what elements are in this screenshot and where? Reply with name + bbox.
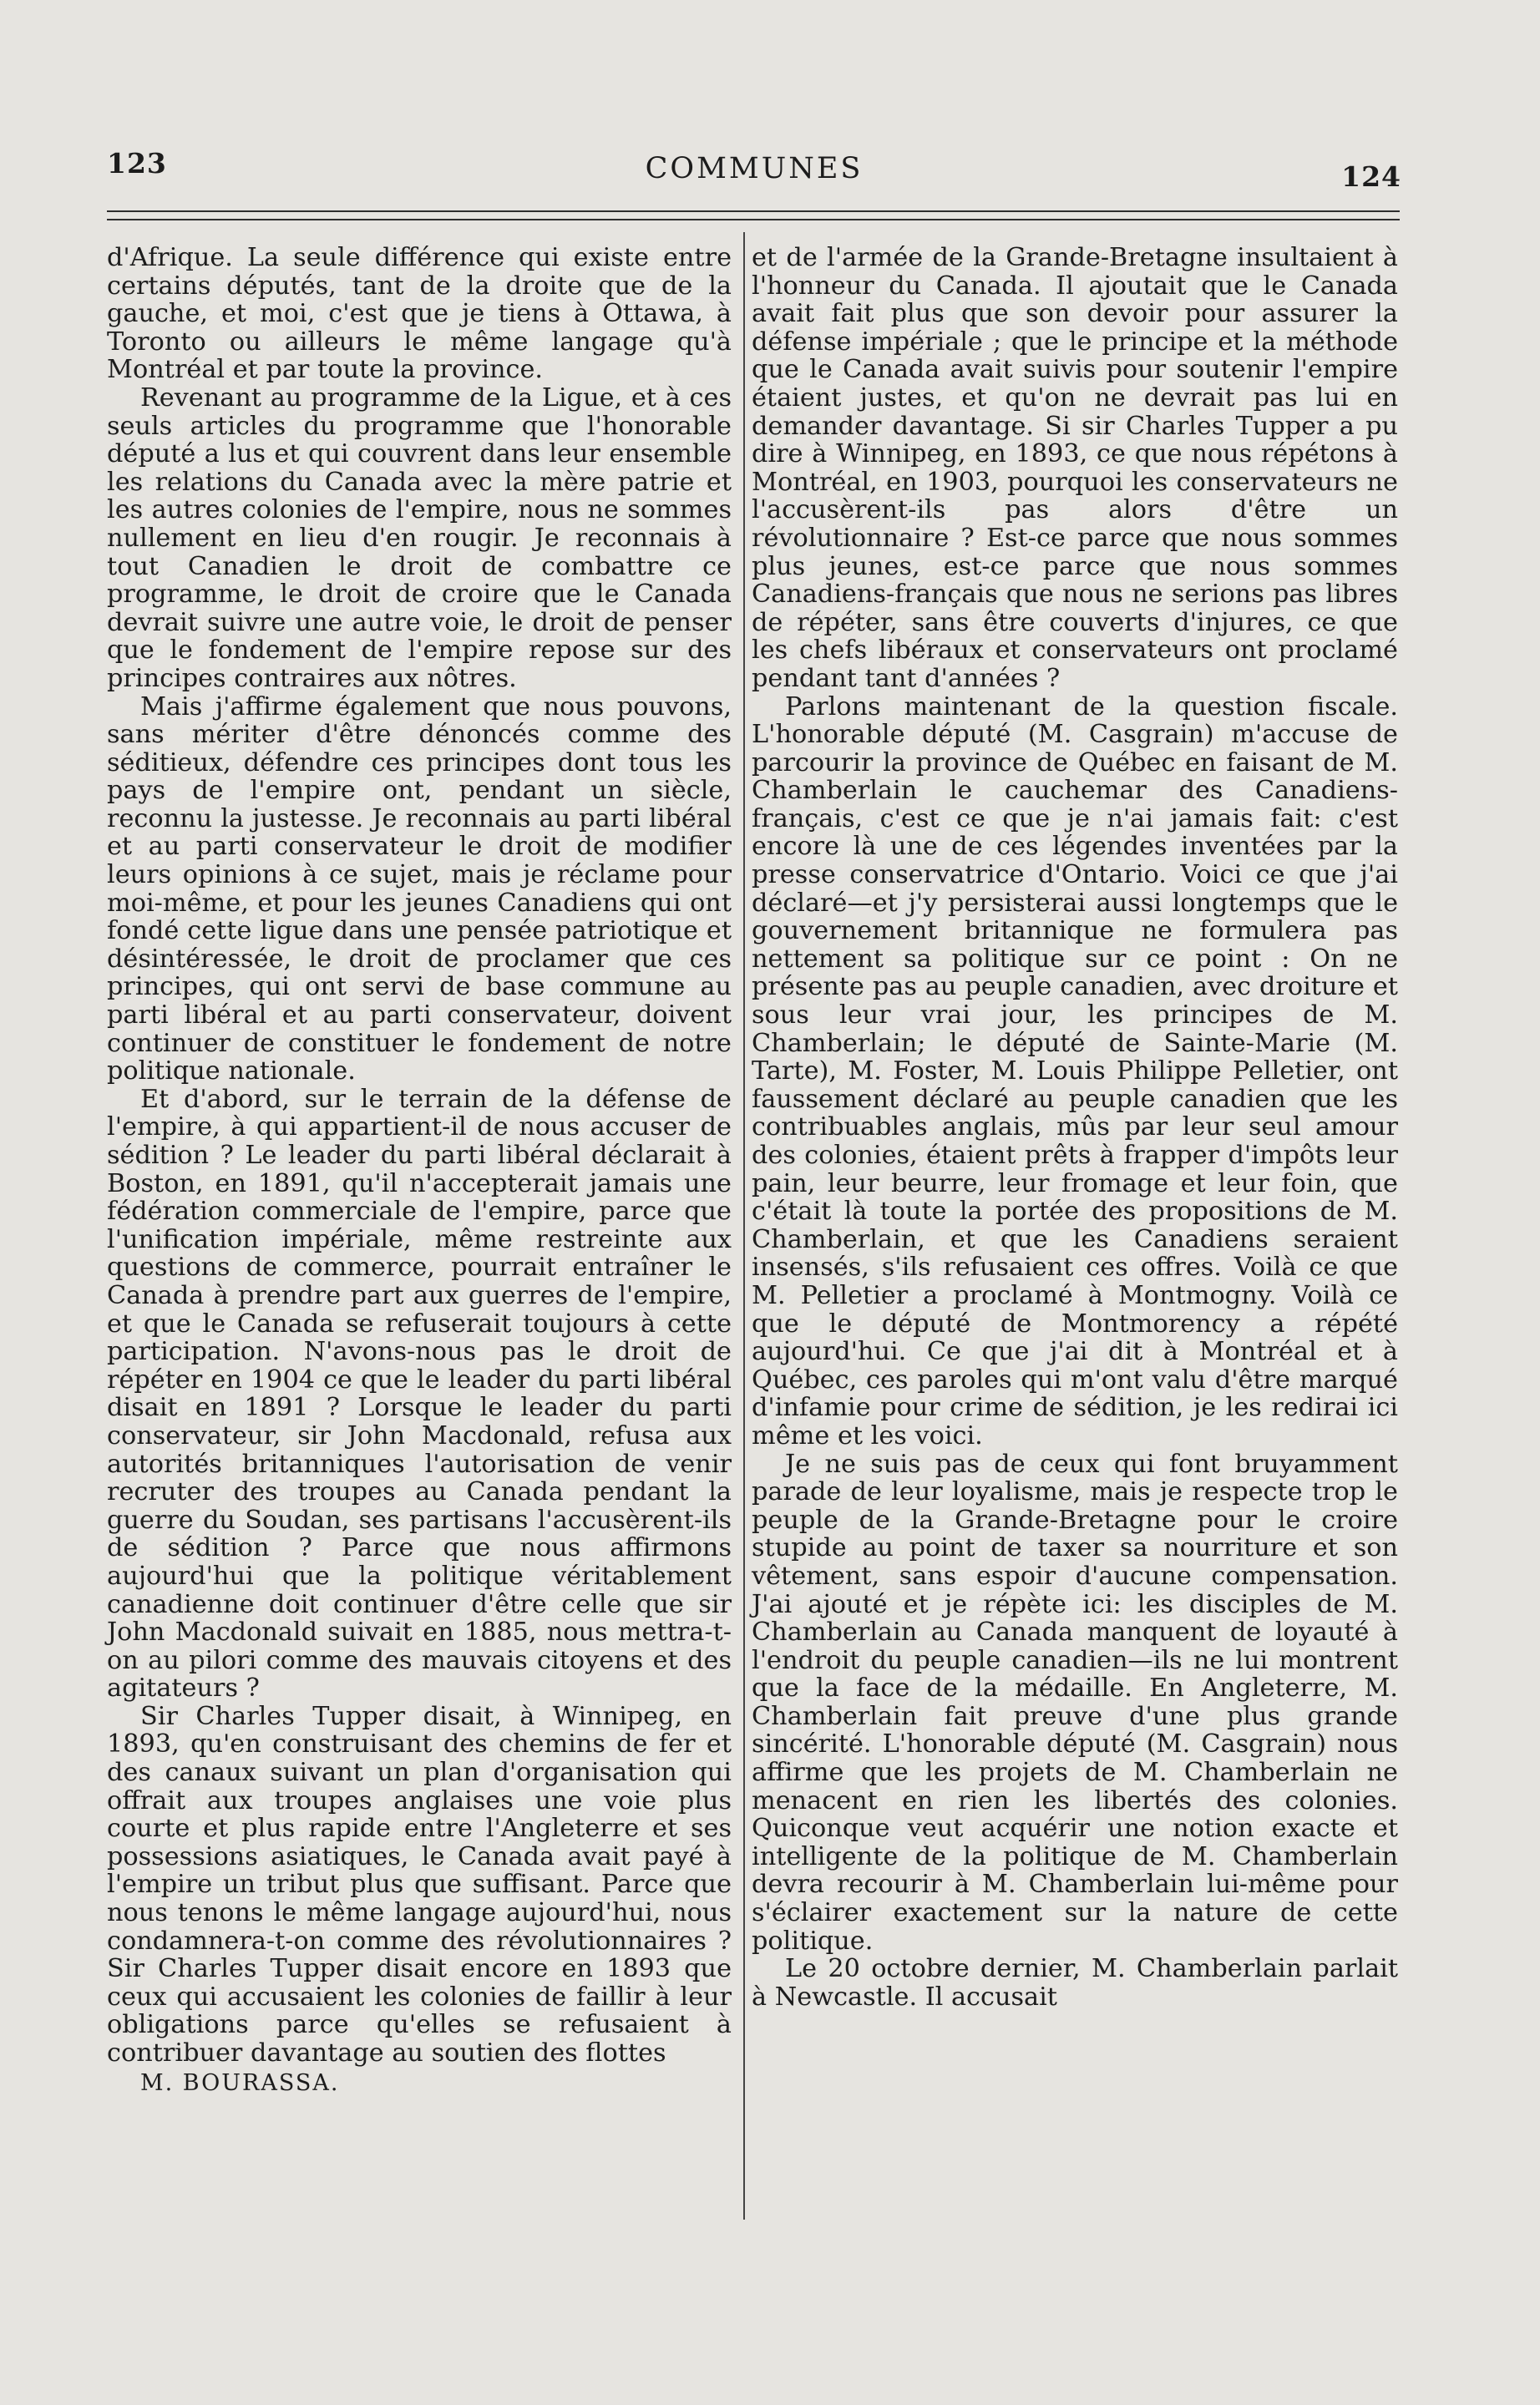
- paragraph: Mais j'affirme également que nous pouvons, sans mériter d'être dénoncés comme des séditieux, défendre ces principes dont tous les pays de l'empire ont, pendant un siècle, reconnu la justesse. Je reconnais au parti libéral et au parti conservateur le droit de modifier leurs opinions à ce sujet, mais je réclame pour moi-même, et pour les jeunes Canadiens qui ont fondé cette ligue dans une pensée patriotique et désintéressée, le droit de proclamer que ces principes, qui ont servi de base commune au parti libéral et au parti conservateur, doivent continuer de constituer le fondement de notre politique nationale.: [107, 691, 732, 1086]
- header-rule-bottom: [107, 219, 1400, 220]
- paragraph: Revenant au programme de la Ligue, et à ces seuls articles du programme que l'honorable député a lus et qui couvrent dans leur ensemble les relations du Canada avec la mère patrie et les autres colonies de l'empire, nous ne sommes nullement en lieu d'en rougir. Je reconnais à tout Canadien le droit de combattre ce programme, le droit de croire que le Canada devrait suivre une autre voie, le droit de penser que le fondement de l'empire repose sur des principes contraires aux nôtres.: [107, 382, 732, 693]
- paragraph: Parlons maintenant de la question fiscale. L'honorable député (M. Casgrain) m'accuse de parcourir la province de Québec en faisant de M. Chamberlain le cauchemar des Canadiens-français, c'est ce que je n'ai jamais fait: c'est encore là une de ces légendes inventées par la presse conservatrice d'Ontario. Voici ce que j'ai déclaré—et j'y persisterai aussi longtemps que le gouvernement britannique ne formulera pas nettement sa politique sur ce point : On ne présente pas au peuple canadien, avec droiture et sous leur vrai jour, les principes de M. Chamberlain; le député de Sainte-Marie (M. Tarte), M. Foster, M. Louis Philippe Pelletier, ont faussement déclaré au peuple canadien que les contribuables anglais, mûs par leur seul amour des colonies, étaient prêts à frapper d'impôts leur pain, leur beurre, leur fromage et leur foin, que c'était là toute la portée des propositions de M. Chamberlain, et que les Canadiens seraient insensés, s'ils refusaient ces offres. Voilà ce que M. Pelletier a proclamé à Montmogny. Voilà ce que le député de Montmorency a répété aujourd'hui. Ce que j'ai dit à Montréal et à Québec, ces paroles qui m'ont valu d'être marqué d'infamie pour crime de sédition, je les redirai ici même et les voici.: [752, 691, 1398, 1451]
- right-column: [752, 244, 1398, 2011]
- speaker-name: M. BOURASSA.: [140, 2069, 340, 2096]
- paragraph: d'Afrique. La seule différence qui existe entre certains députés, tant de la droite que de la gauche, et moi, c'est que je tiens à Ottawa, à Toronto ou ailleurs le même langage qu'à Montréal et par toute la province.: [107, 243, 732, 385]
- header-rule-top: [107, 210, 1400, 212]
- paragraph: et de l'armée de la Grande-Bretagne insultaient à l'honneur du Canada. Il ajoutait que le Canada avait fait plus que son devoir pour assurer la défense impériale ; que le principe et la méthode que le Canada avait suivis pour soutenir l'empire étaient justes, et qu'on ne devrait pas lui en demander davantage. Si sir Charles Tupper a pu dire à Winnipeg, en 1893, ce que nous répétons à Montréal, en 1903, pourquoi les conservateurs ne l'accusèrent-ils pas alors d'être un révolutionnaire ? Est-ce parce que nous sommes plus jeunes, est-ce parce que nous sommes Canadiens-français que nous ne serions pas libres de répéter, sans être couverts d'injures, ce que les chefs libéraux et conservateurs ont proclamé pendant tant d'années ?: [752, 243, 1398, 693]
- column-divider: [743, 232, 745, 2220]
- page-header: [107, 147, 1401, 197]
- left-column: [107, 244, 732, 2097]
- page-number-right: 124: [1341, 160, 1401, 193]
- paragraph: Je ne suis pas de ceux qui font bruyamment parade de leur loyalisme, mais je respecte trop le peuple de la Grande-Bretagne pour le croire stupide au point de taxer sa nourriture et son vêtement, sans espoir d'aucune compensation. J'ai ajouté et je répète ici: les disciples de M. Chamberlain au Canada manquent de loyauté à l'endroit du peuple canadien—ils ne lui montrent que la face de la médaille. En Angleterre, M. Chamberlain fait preuve d'une plus grande sincérité. L'honorable député (M. Casgrain) nous affirme que les projets de M. Chamberlain ne menacent en rien les libertés des colonies. Quiconque veut acquérir une notion exacte et intelligente de la politique de M. Chamberlain devra recourir à M. Chamberlain lui-même pour s'éclairer exactement sur la nature de cette politique.: [752, 1449, 1398, 1956]
- page-number-left: 123: [107, 147, 167, 180]
- paragraph: Et d'abord, sur le terrain de la défense de l'empire, à qui appartient-il de nous accuser de sédition ? Le leader du parti libéral déclarait à Boston, en 1891, qu'il n'accepterait jamais une fédération commerciale de l'empire, parce que l'unification impériale, même restreinte aux questions de commerce, pourrait entraîner le Canada à prendre part aux guerres de l'empire, et que le Canada se refuserait toujours à cette participation. N'avons-nous pas le droit de répéter en 1904 ce que le leader du parti libéral disait en 1891 ? Lorsque le leader du parti conservateur, sir John Macdonald, refusa aux autorités britanniques l'autorisation de venir recruter des troupes au Canada pendant la guerre du Soudan, ses partisans l'accusèrent-ils de sédition ? Parce que nous affirmons aujourd'hui que la politique véritablement canadienne doit continuer d'être celle que sir John Macdonald suivait en 1885, nous mettra-t-on au pilori comme des mauvais citoyens et des agitateurs ?: [107, 1084, 732, 1704]
- running-title: COMMUNES: [645, 152, 864, 185]
- paragraph: Le 20 octobre dernier, M. Chamberlain parlait à Newcastle. Il accusait: [752, 1954, 1398, 2012]
- paragraph: Sir Charles Tupper disait, à Winnipeg, en 1893, qu'en construisant des chemins de fer et des canaux suivant un plan d'organisation qui offrait aux troupes anglaises une voie plus courte et plus rapide entre l'Angleterre et ses possessions asiatiques, le Canada avait payé à l'empire un tribut plus que suffisant. Parce que nous tenons le même langage aujourd'hui, nous condamnera-t-on comme des révolutionnaires ? Sir Charles Tupper disait encore en 1893 que ceux qui accusaient les colonies de faillir à leur obligations parce qu'elles se refusaient à contribuer davantage au soutien des flottes: [107, 1701, 732, 2068]
